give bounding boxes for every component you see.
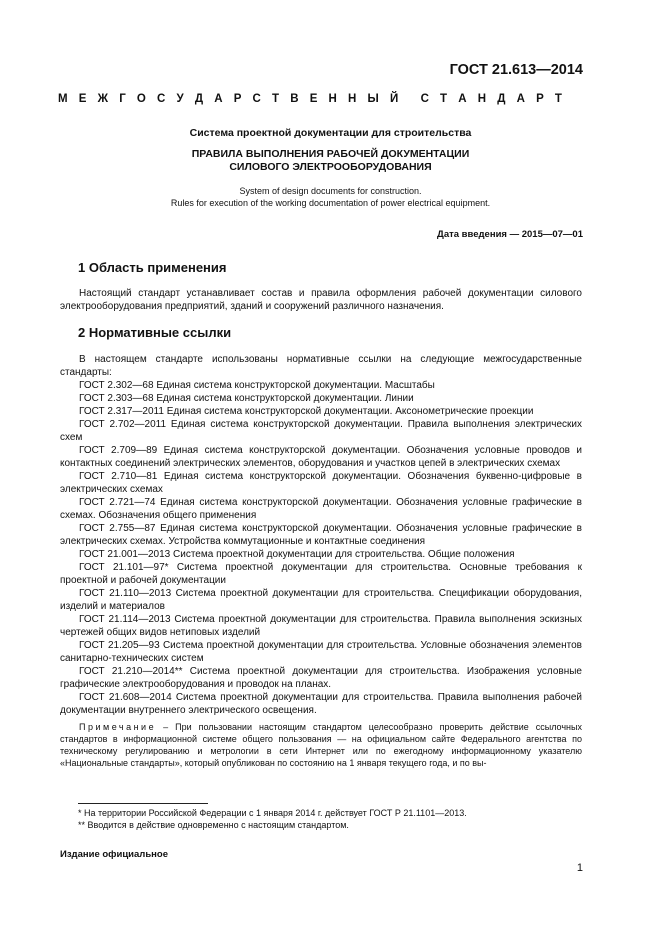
document-title-line1: ПРАВИЛА ВЫПОЛНЕНИЯ РАБОЧЕЙ ДОКУМЕНТАЦИИ [191, 148, 470, 160]
banner-letter: С [157, 93, 166, 105]
page-number: 1 [576, 862, 583, 874]
english-title [0, 185, 661, 209]
banner-letter: Н [348, 93, 357, 105]
section-2-intro: В настоящем стандарте использованы нормативные ссылки на следующие межгосударственные стандарты: [60, 354, 582, 378]
english-title-line2: Rules for execution of the working documentation of power electrical equipment. [170, 198, 491, 208]
system-title: Система проектной документации для строительства [189, 127, 472, 139]
banner-letter: В [290, 93, 299, 105]
banner-letter: Е [309, 93, 318, 105]
banner-letter: Ж [97, 93, 109, 105]
note-paragraph [60, 721, 582, 769]
banner-letter: Т [272, 93, 280, 105]
official-edition-label: Издание официальное [60, 849, 168, 860]
reference-item: ГОСТ 21.110—2013 Система проектной документации для строительства. Спецификации оборудования, изделий и материалов [60, 588, 582, 612]
banner-letter: Р [536, 93, 544, 105]
reference-item: ГОСТ 21.101—97* Система проектной документации для строительства. Основные требования к проектной и рабочей документации [60, 562, 582, 586]
section-1-heading: 1 Область применения [78, 260, 227, 275]
footnote-2: ** Вводится в действие одновременно с настоящим стандартом. [78, 820, 349, 830]
reference-item: ГОСТ 2.317—2011 Единая система конструкторской документации. Аксонометрические проекции [79, 406, 534, 417]
reference-item: ГОСТ 2.702—2011 Единая система конструкторской документации. Правила выполнения электрических схем [60, 419, 582, 443]
section-1-paragraph: Настоящий стандарт устанавливает состав и правила оформления рабочей документации силового электрооборудования предприятий, зданий и сооружений различного назначения. [60, 288, 582, 312]
footnote-1: * На территории Российской Федерации с 1 января 2014 г. действует ГОСТ Р 21.1101—2013. [78, 808, 467, 818]
reference-item: ГОСТ 21.001—2013 Система проектной документации для строительства. Общие положения [79, 549, 515, 560]
reference-item: ГОСТ 2.721—74 Единая система конструкторской документации. Обозначения условные графические в схемах. Обозначения общего применения [60, 497, 582, 521]
document-title-line2: СИЛОВОГО ЭЛЕКТРООБОРУДОВАНИЯ [229, 161, 432, 173]
banner-letter: Е [78, 93, 87, 105]
reference-item: ГОСТ 2.302—68 Единая система конструкторской документации. Масштабы [79, 380, 435, 391]
section-1-body [60, 287, 582, 313]
note-text: – При пользовании настоящим стандартом целесообразно проверить действие ссылочных стандартов в информационной системе общего пользования — на официальном сайте Федерального агентства по техническому регулированию и метрологии в сети Интернет или по ежегодному информационному указателю «Национальные стандарты», который опубликован по состоянию на 1 января текущего года, и по вы- [60, 722, 582, 768]
banner-letter: Д [194, 93, 204, 105]
introduction-date: Дата введения — 2015—07—01 [437, 229, 583, 240]
reference-item: ГОСТ 2.709—89 Единая система конструкторской документации. Обозначения условные проводов и контактных соединений электрических элементов, оборудования и участков цепей в электрических схемах [60, 445, 582, 469]
english-title-line1: System of design documents for construction. [239, 186, 422, 196]
standard-number: ГОСТ 21.613—2014 [449, 62, 583, 78]
reference-item: ГОСТ 21.210—2014** Система проектной документации для строительства. Изображения условные графические электрооборудования и проводок на планах. [60, 666, 582, 690]
banner-letter: А [458, 93, 467, 105]
banner-letter: У [176, 93, 184, 105]
banner-letter: Д [497, 93, 506, 105]
banner-letter: А [516, 93, 525, 105]
reference-item: ГОСТ 21.114—2013 Система проектной документации для строительства. Правила выполнения эскизных чертежей общих видов нетиповых изделий [60, 614, 582, 638]
section-2-body [60, 353, 582, 769]
banner-letter: Р [233, 93, 242, 105]
banner-letter: Т [440, 93, 448, 105]
banner-letter: С [420, 93, 429, 105]
banner-letter: Н [328, 93, 337, 105]
banner-letter: А [214, 93, 223, 105]
banner-letter: Й [389, 93, 399, 105]
reference-item: ГОСТ 21.608—2014 Система проектной документации для строительства. Правила выполнения рабочей документации внутреннего электрического освещения. [60, 692, 582, 716]
reference-item: ГОСТ 2.710—81 Единая система конструкторской документации. Обозначения буквенно-цифровые в электрических схемах [60, 471, 582, 495]
banner-letter: О [136, 93, 146, 105]
document-title [0, 148, 661, 174]
banner-letter: С [252, 93, 261, 105]
banner-letter: М [58, 93, 68, 105]
references-list [60, 379, 582, 717]
banner-letter: Т [554, 93, 562, 105]
section-2-heading: 2 Нормативные ссылки [78, 325, 232, 340]
banner-letter: Ы [367, 93, 379, 105]
banner-letter: Н [477, 93, 487, 105]
reference-item: ГОСТ 2.303—68 Единая система конструкторской документации. Линии [79, 393, 414, 404]
reference-item: ГОСТ 2.755—87 Единая система конструкторской документации. Обозначения условные графические в электрических схемах. Устройства коммутационные и контактные соединения [60, 523, 582, 547]
note-label: Примечание [79, 722, 157, 732]
banner-letter: Г [119, 93, 126, 105]
footnote-separator [78, 803, 208, 804]
reference-item: ГОСТ 21.205—93 Система проектной документации для строительства. Условные обозначения элементов санитарно-технических систем [60, 640, 582, 664]
interstate-standard-banner [58, 93, 562, 105]
